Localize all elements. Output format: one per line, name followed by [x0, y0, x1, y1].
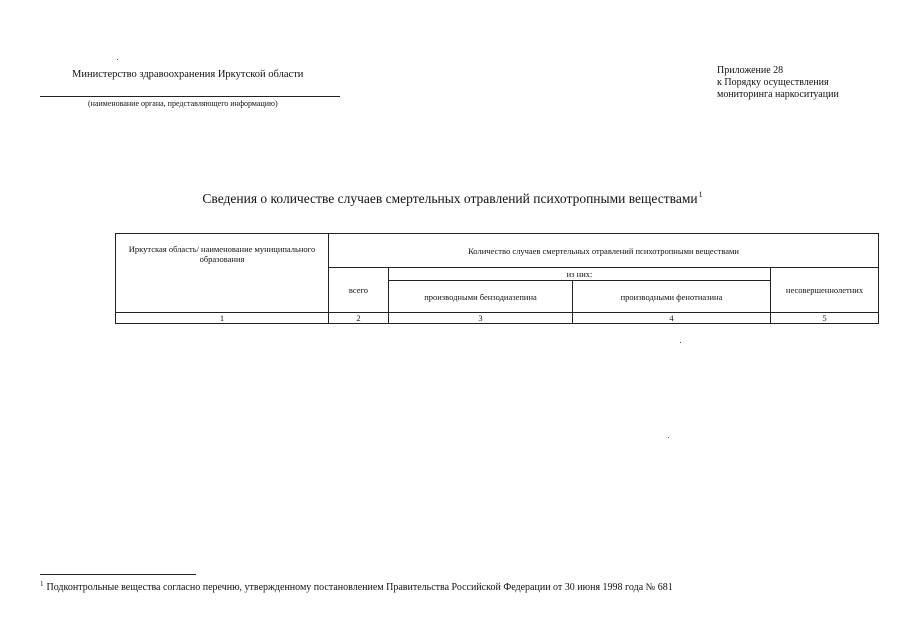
minors-header: несовершеннолетних	[771, 268, 879, 313]
organization-underline	[40, 96, 340, 97]
document-title	[0, 190, 905, 207]
appendix-line-3: мониторинга наркоситуации	[717, 89, 839, 100]
appendix-reference	[717, 65, 839, 101]
footnote-separator	[40, 574, 196, 575]
footnote-text: Подконтрольные вещества согласно перечню, утвержденному постановлением Правительства Российской Федерации от 30 июня 1998 года № 681	[46, 582, 673, 593]
footnote	[40, 580, 673, 593]
report-table	[115, 233, 879, 324]
benzo-header: производными бензодиазепина	[389, 281, 573, 313]
scan-speck	[680, 342, 681, 343]
column-number-5: 5	[771, 313, 879, 324]
organization-name: Министерство здравоохранения Иркутской области	[72, 69, 304, 80]
total-header: всего	[329, 268, 389, 313]
appendix-line-1: Приложение 28	[717, 65, 784, 76]
region-header: Иркутская область/ наименование муниципального образования	[116, 234, 329, 313]
column-number-2: 2	[329, 313, 389, 324]
main-header: Количество случаев смертельных отравлений психотропными веществами	[329, 234, 879, 268]
column-number-1: 1	[116, 313, 329, 324]
scan-speck	[117, 59, 118, 60]
appendix-line-2: к Порядку осуществления	[717, 77, 829, 88]
document-title-text: Сведения о количестве случаев смертельных отравлений психотропными веществами	[202, 191, 698, 206]
column-number-3: 3	[389, 313, 573, 324]
column-number-row	[116, 313, 879, 324]
title-footnote-mark: 1	[698, 190, 703, 199]
footnote-mark: 1	[40, 580, 44, 588]
organization-caption: (наименование органа, представляющего информацию)	[88, 99, 278, 108]
table-header-row-1	[116, 234, 879, 268]
pheno-header: производными фенотиазина	[573, 281, 771, 313]
of-them-header: из них:	[389, 268, 771, 281]
column-number-4: 4	[573, 313, 771, 324]
scan-speck	[668, 437, 669, 438]
